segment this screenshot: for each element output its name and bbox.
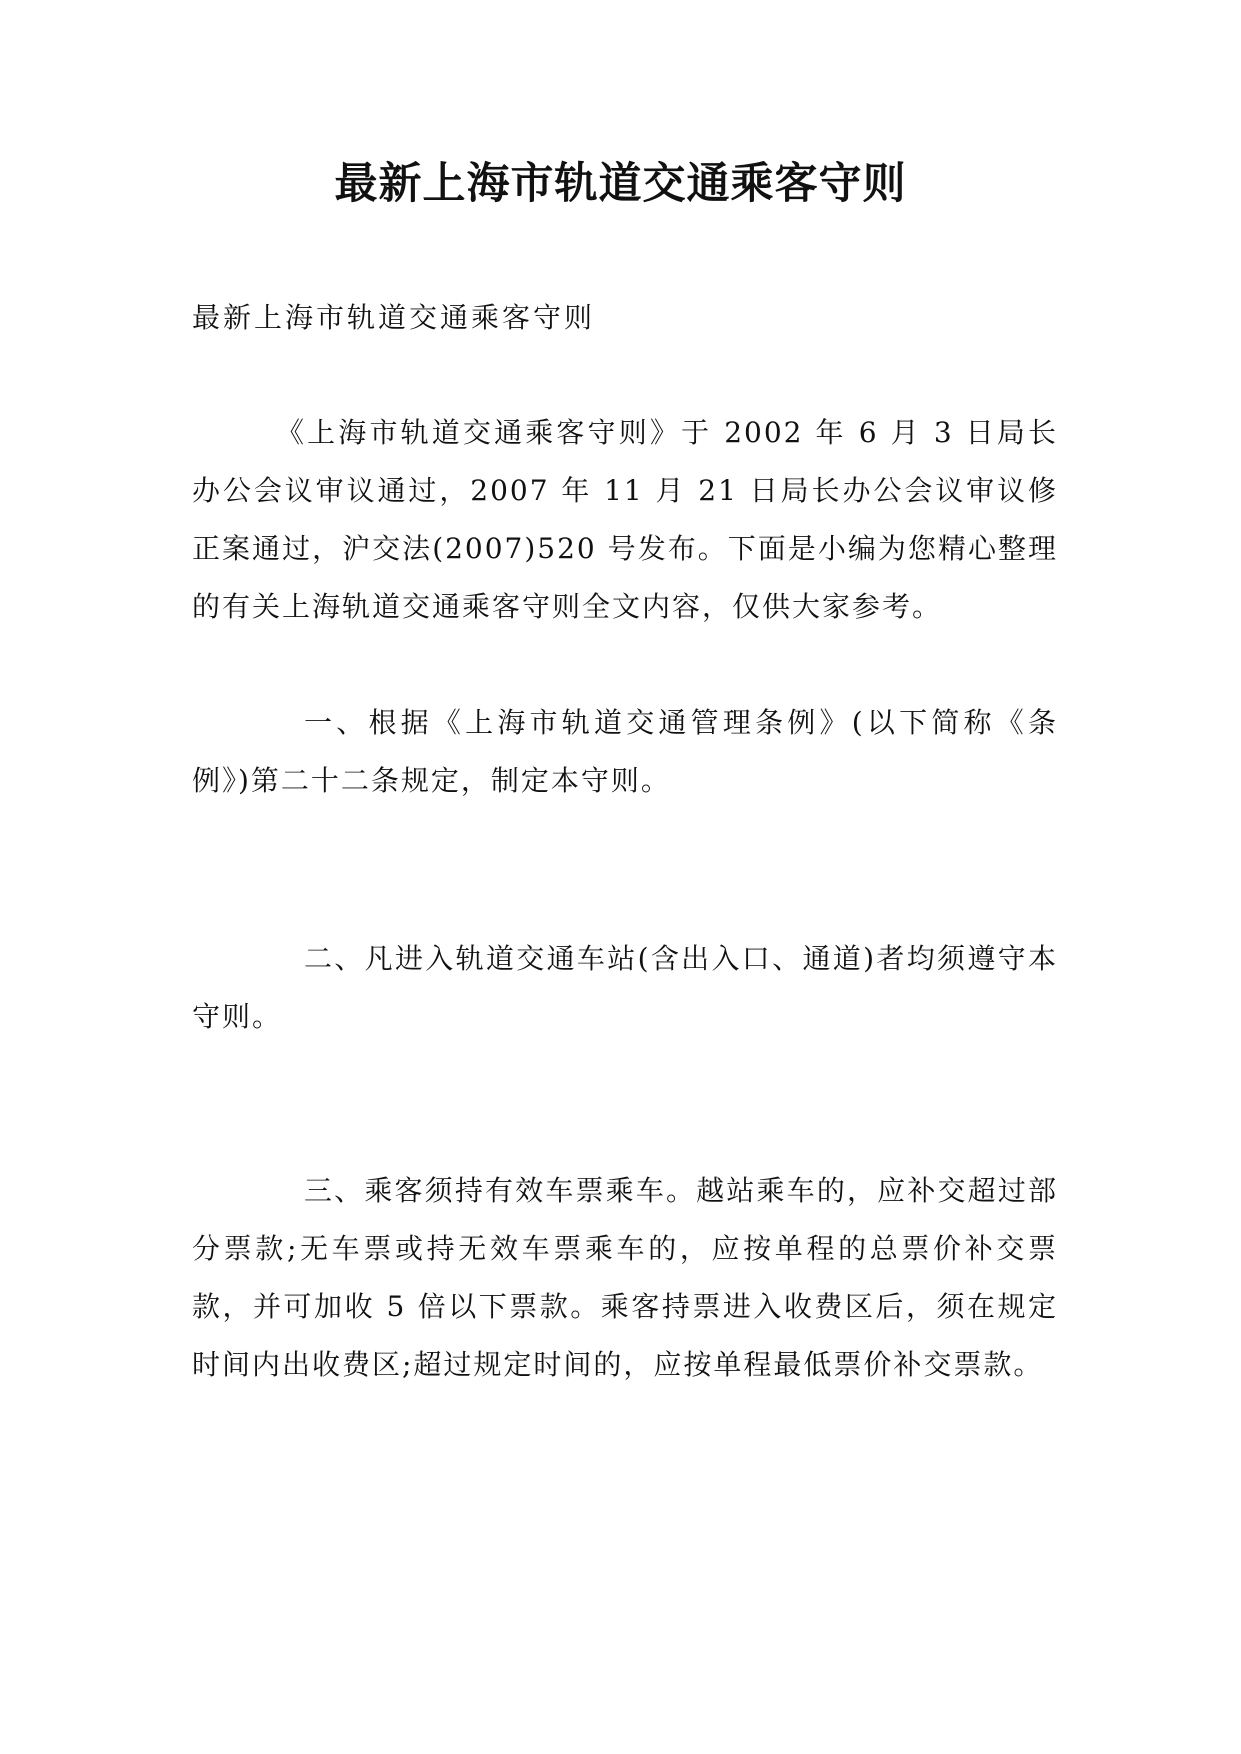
paragraph-article-2: 二、凡进入轨道交通车站(含出入口、通道)者均须遵守本守则。 <box>192 942 1058 1033</box>
document-title: 最新上海市轨道交通乘客守则 <box>334 159 907 209</box>
paragraph-article-3: 三、乘客须持有效车票乘车。越站乘车的，应补交超过部分票款;无车票或持无效车票乘车的，应按单程的总票价补交票款，并可加收 5 倍以下票款。乘客持票进入收费区后，须在规定时间内出收费区;超过规定时间的，应按单程最低票价补交票款。 <box>192 1174 1058 1381</box>
paragraph-article-1: 一、根据《上海市轨道交通管理条例》(以下简称《条例》)第二十二条规定，制定本守则。 <box>192 706 1058 797</box>
paragraph-intro: 《上海市轨道交通乘客守则》于 2002 年 6 月 3 日局长办公会议审议通过，2007 年 11 月 21 日局长办公会议审议修正案通过，沪交法(2007)520 号发布。下面是小编为您精心整理的有关上海轨道交通乘客守则全文内容，仅供大家参考。 <box>192 416 1058 623</box>
document-subtitle: 最新上海市轨道交通乘客守则 <box>192 301 596 334</box>
